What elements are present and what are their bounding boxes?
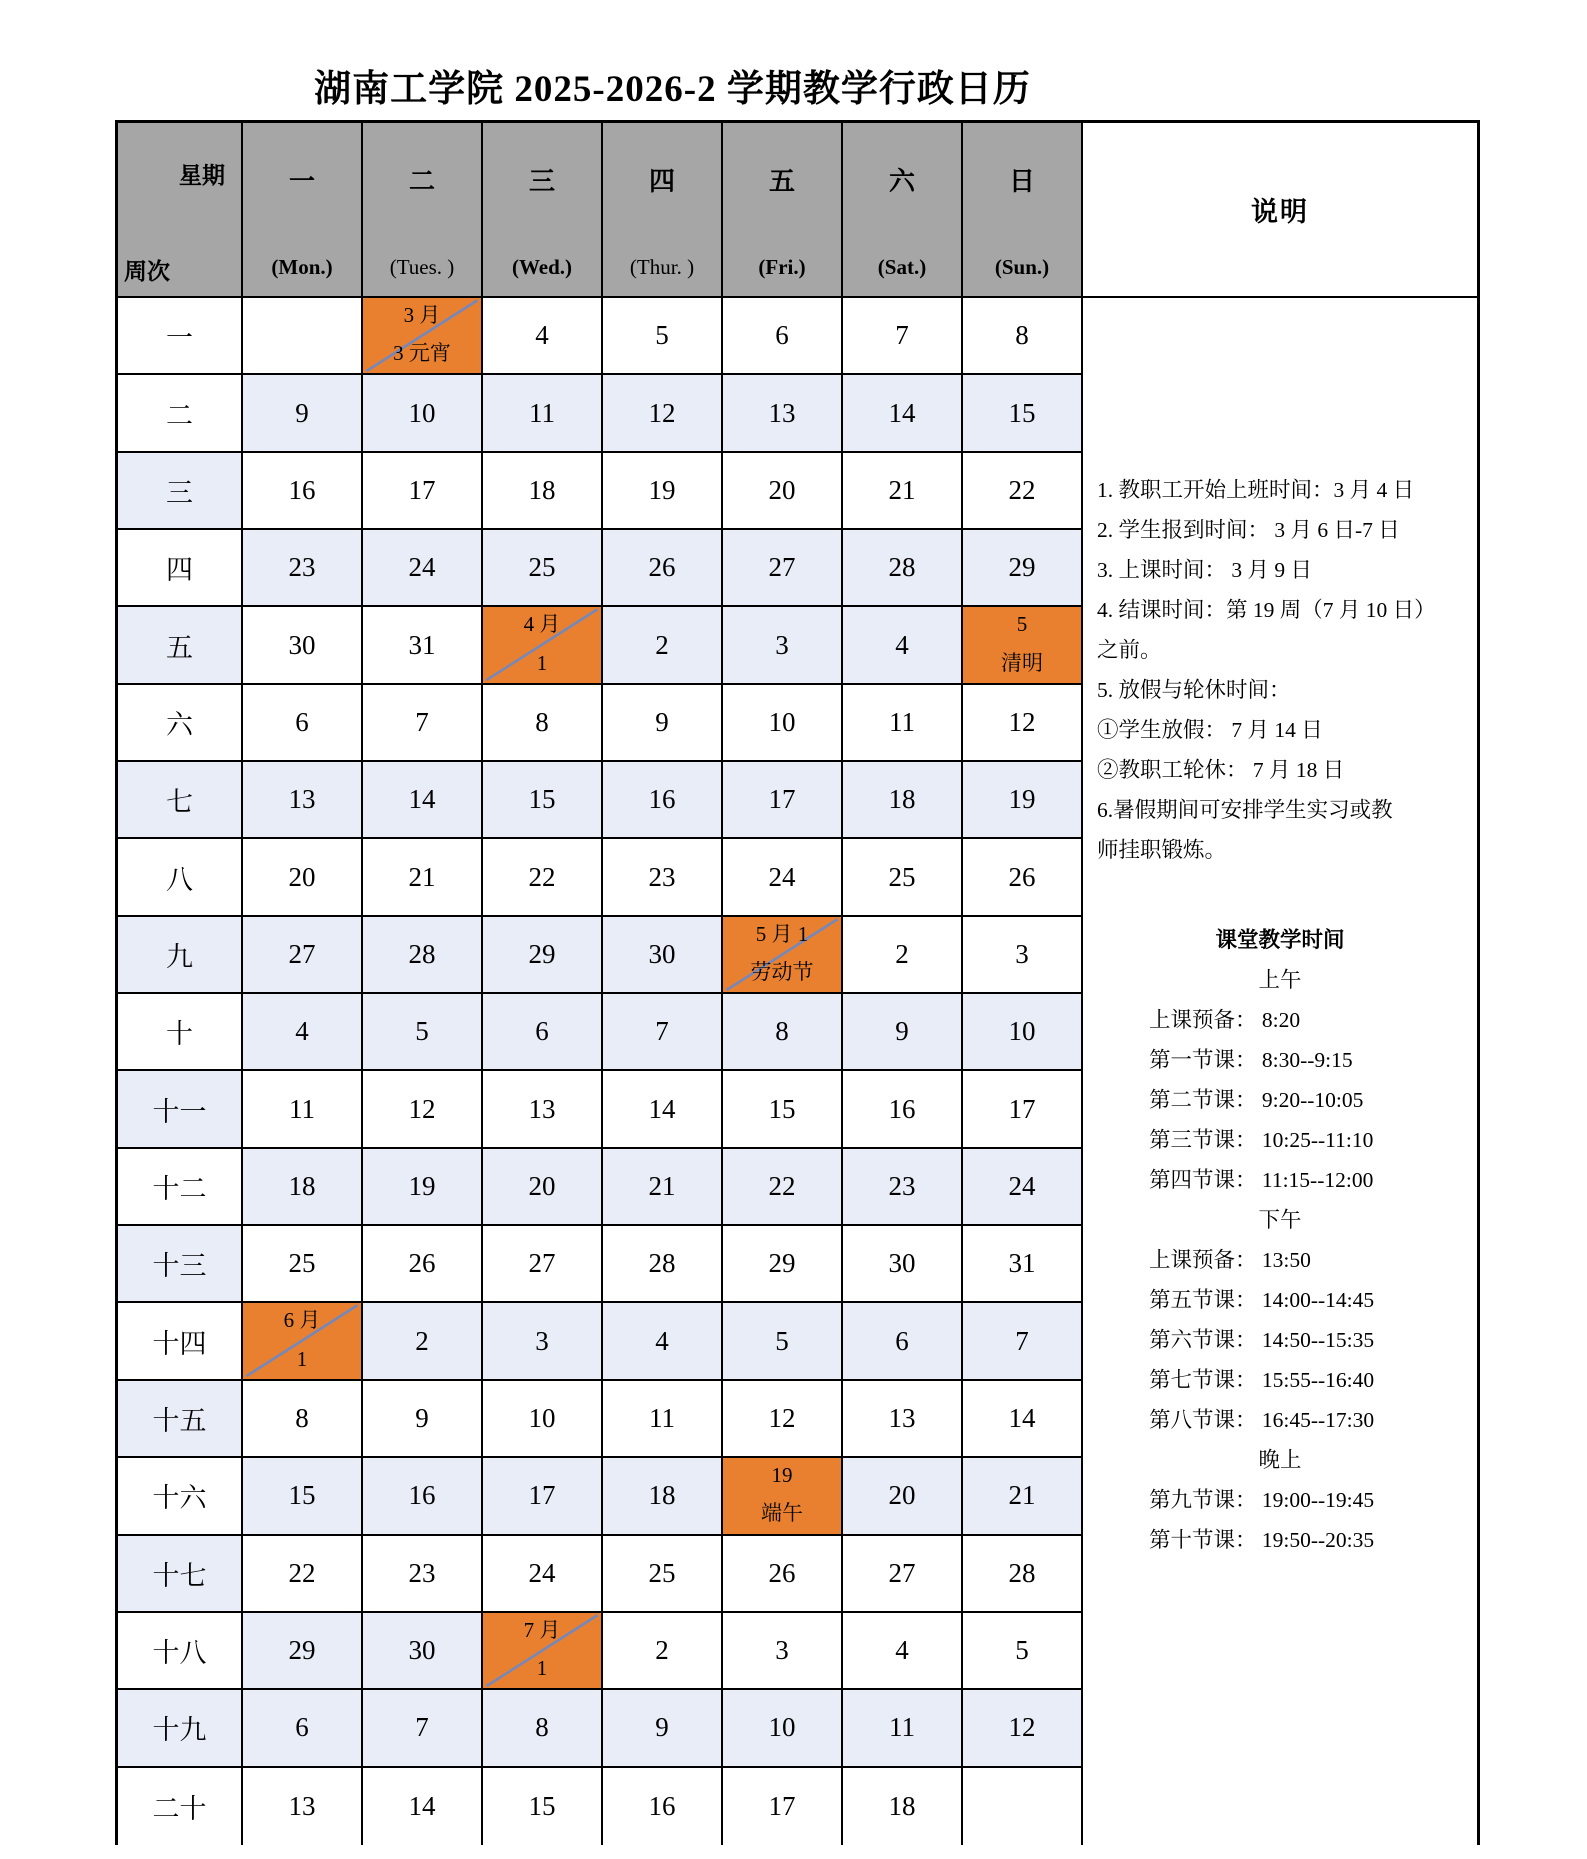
notes-spacer xyxy=(1083,870,1477,920)
day-cell: 31 xyxy=(363,607,483,684)
weekday-en-label: (Wed.) xyxy=(511,255,573,279)
week-label-14: 十四 xyxy=(118,1303,243,1380)
notes-line: 下午 xyxy=(1258,1208,1302,1232)
day-cell: 21 xyxy=(363,839,483,916)
week-label-4: 四 xyxy=(118,530,243,607)
notes-header-cell xyxy=(1083,123,1477,298)
day-cell: 4 xyxy=(243,994,363,1071)
holiday-cell xyxy=(963,607,1083,684)
week-label-20: 二十 xyxy=(118,1768,243,1845)
notes-line: ②教职工轮休： 7 月 18 日 xyxy=(1097,758,1345,782)
day-cell: 13 xyxy=(243,762,363,839)
notes-line: 4. 结课时间：第 19 周（7 月 10 日） xyxy=(1097,598,1436,622)
holiday-cell xyxy=(243,1303,363,1380)
day-cell: 25 xyxy=(243,1226,363,1303)
day-cell: 11 xyxy=(483,375,603,452)
weekday-en-label: (Sat.) xyxy=(877,255,927,279)
day-cell: 10 xyxy=(483,1381,603,1458)
holiday-cell xyxy=(723,1458,843,1535)
empty-day-cell xyxy=(243,298,363,375)
day-cell: 21 xyxy=(963,1458,1083,1535)
day-cell: 10 xyxy=(363,375,483,452)
day-cell: 17 xyxy=(363,453,483,530)
day-cell: 20 xyxy=(843,1458,963,1535)
notes-line: 第十节课： 19:50--20:35 xyxy=(1149,1528,1375,1552)
week-label-7: 七 xyxy=(118,762,243,839)
day-cell: 13 xyxy=(483,1071,603,1148)
day-cell: 18 xyxy=(843,762,963,839)
day-cell: 6 xyxy=(243,1690,363,1767)
day-cell: 15 xyxy=(483,1768,603,1845)
day-cell: 16 xyxy=(843,1071,963,1148)
notes-line: 第七节课： 15:55--16:40 xyxy=(1149,1368,1375,1392)
day-cell: 28 xyxy=(963,1536,1083,1613)
day-cell: 4 xyxy=(483,298,603,375)
week-label-12: 十二 xyxy=(118,1149,243,1226)
week-label-5: 五 xyxy=(118,607,243,684)
holiday-line1: 7 月 xyxy=(523,1617,561,1642)
day-cell: 17 xyxy=(723,1768,843,1845)
notes-line: 上午 xyxy=(1258,968,1302,992)
day-cell: 18 xyxy=(243,1149,363,1226)
notes-line: ①学生放假： 7 月 14 日 xyxy=(1097,718,1323,742)
notes-line: 第六节课： 14:50--15:35 xyxy=(1149,1328,1375,1352)
week-label-8: 八 xyxy=(118,839,243,916)
day-cell: 7 xyxy=(603,994,723,1071)
holiday-line2: 1 xyxy=(296,1346,308,1371)
day-cell: 19 xyxy=(963,762,1083,839)
weekday-cn-label: 四 xyxy=(648,167,675,196)
day-cell: 20 xyxy=(483,1149,603,1226)
notes-line: 第四节课： 11:15--12:00 xyxy=(1149,1168,1374,1192)
corner-weekday-label: 星期 xyxy=(179,163,225,188)
day-cell: 14 xyxy=(363,762,483,839)
weekday-cn-label: 三 xyxy=(528,167,555,196)
day-cell: 24 xyxy=(963,1149,1083,1226)
day-cell: 24 xyxy=(483,1536,603,1613)
weekday-header-6 xyxy=(843,123,963,298)
day-cell: 15 xyxy=(483,762,603,839)
weekday-cn-label: 二 xyxy=(408,167,435,196)
holiday-line2: 3 元宵 xyxy=(393,341,451,366)
day-cell: 23 xyxy=(243,530,363,607)
day-cell: 3 xyxy=(723,607,843,684)
day-cell: 16 xyxy=(603,762,723,839)
day-cell: 29 xyxy=(483,917,603,994)
holiday-line1: 19 xyxy=(771,1463,793,1488)
day-cell: 23 xyxy=(363,1536,483,1613)
day-cell: 2 xyxy=(603,1613,723,1690)
day-cell: 2 xyxy=(603,607,723,684)
day-cell: 7 xyxy=(363,685,483,762)
day-cell: 27 xyxy=(243,917,363,994)
week-label-16: 十六 xyxy=(118,1458,243,1535)
day-cell: 24 xyxy=(723,839,843,916)
day-cell: 14 xyxy=(363,1768,483,1845)
notes-line: 第八节课： 16:45--17:30 xyxy=(1149,1408,1375,1432)
weekday-en-label: (Sun.) xyxy=(994,255,1050,279)
weekday-en-label: (Tues. ) xyxy=(389,255,455,279)
day-cell: 11 xyxy=(843,1690,963,1767)
notes-line: 2. 学生报到时间： 3 月 6 日-7 日 xyxy=(1097,518,1400,542)
day-cell: 2 xyxy=(363,1303,483,1380)
day-cell: 29 xyxy=(243,1613,363,1690)
day-cell: 20 xyxy=(243,839,363,916)
day-cell: 10 xyxy=(723,685,843,762)
day-cell: 25 xyxy=(603,1536,723,1613)
day-cell: 19 xyxy=(363,1149,483,1226)
weekday-en-label: (Fri.) xyxy=(758,255,806,279)
day-cell: 12 xyxy=(723,1381,843,1458)
holiday-line2: 1 xyxy=(536,650,548,675)
day-cell: 8 xyxy=(483,685,603,762)
week-label-10: 十 xyxy=(118,994,243,1071)
day-cell: 8 xyxy=(243,1381,363,1458)
holiday-line2: 1 xyxy=(536,1656,548,1680)
notes-line: 第二节课： 9:20--10:05 xyxy=(1149,1088,1364,1112)
week-label-9: 九 xyxy=(118,917,243,994)
day-cell: 25 xyxy=(843,839,963,916)
day-cell: 26 xyxy=(363,1226,483,1303)
day-cell: 28 xyxy=(363,917,483,994)
day-cell: 23 xyxy=(843,1149,963,1226)
day-cell: 17 xyxy=(723,762,843,839)
day-cell: 8 xyxy=(963,298,1083,375)
day-cell: 5 xyxy=(603,298,723,375)
week-label-19: 十九 xyxy=(118,1690,243,1767)
notes-line: 1. 教职工开始上班时间：3 月 4 日 xyxy=(1097,478,1415,502)
holiday-line2: 劳动节 xyxy=(750,959,814,984)
day-cell: 3 xyxy=(723,1613,843,1690)
week-label-13: 十三 xyxy=(118,1226,243,1303)
day-cell: 11 xyxy=(603,1381,723,1458)
day-cell: 2 xyxy=(843,917,963,994)
notes-line: 第九节课： 19:00--19:45 xyxy=(1149,1488,1375,1512)
holiday-cell xyxy=(363,298,483,375)
weekday-cn-label: 一 xyxy=(288,167,315,196)
weekday-header-1 xyxy=(243,123,363,298)
notes-line: 第三节课： 10:25--11:10 xyxy=(1149,1128,1374,1152)
weekday-cn-label: 日 xyxy=(1008,167,1035,196)
day-cell: 15 xyxy=(963,375,1083,452)
notes-line: 5. 放假与轮休时间： xyxy=(1097,678,1291,702)
day-cell: 22 xyxy=(483,839,603,916)
corner-weeknum-label: 周次 xyxy=(124,259,170,284)
day-cell: 28 xyxy=(603,1226,723,1303)
notes-line: 晚上 xyxy=(1258,1448,1302,1472)
day-cell: 15 xyxy=(723,1071,843,1148)
weekday-cn-label: 五 xyxy=(768,167,795,196)
holiday-line1: 5 xyxy=(1016,612,1028,637)
week-label-15: 十五 xyxy=(118,1381,243,1458)
corner-header-cell xyxy=(118,123,243,298)
calendar-table xyxy=(115,120,1480,1845)
day-cell: 13 xyxy=(243,1768,363,1845)
day-cell: 26 xyxy=(723,1536,843,1613)
day-cell: 13 xyxy=(723,375,843,452)
notes-line: 上课预备： 8:20 xyxy=(1149,1008,1301,1032)
day-cell: 10 xyxy=(723,1690,843,1767)
holiday-line2: 端午 xyxy=(761,1501,803,1526)
day-cell: 31 xyxy=(963,1226,1083,1303)
day-cell: 7 xyxy=(363,1690,483,1767)
holiday-line1: 4 月 xyxy=(523,612,561,637)
day-cell: 9 xyxy=(363,1381,483,1458)
holiday-cell xyxy=(483,607,603,684)
day-cell: 11 xyxy=(843,685,963,762)
day-cell: 27 xyxy=(723,530,843,607)
day-cell: 21 xyxy=(843,453,963,530)
day-cell: 17 xyxy=(963,1071,1083,1148)
day-cell: 22 xyxy=(723,1149,843,1226)
day-cell: 26 xyxy=(963,839,1083,916)
holiday-line2: 清明 xyxy=(1001,650,1043,675)
day-cell: 14 xyxy=(603,1071,723,1148)
holiday-line1: 5 月 1 xyxy=(755,921,809,946)
day-cell: 25 xyxy=(483,530,603,607)
notes-line: 第一节课： 8:30--9:15 xyxy=(1149,1048,1353,1072)
week-label-6: 六 xyxy=(118,685,243,762)
page-title: 湖南工学院 2025-2026-2 学期教学行政日历 xyxy=(314,69,1031,110)
day-cell: 10 xyxy=(963,994,1083,1071)
day-cell: 15 xyxy=(243,1458,363,1535)
day-cell: 18 xyxy=(843,1768,963,1845)
weekday-header-7 xyxy=(963,123,1083,298)
day-cell: 6 xyxy=(483,994,603,1071)
day-cell: 5 xyxy=(363,994,483,1071)
day-cell: 4 xyxy=(843,1613,963,1690)
week-label-2: 二 xyxy=(118,375,243,452)
week-label-1: 一 xyxy=(118,298,243,375)
notes-line: 课堂教学时间 xyxy=(1215,928,1345,952)
day-cell: 9 xyxy=(603,685,723,762)
weekday-header-4 xyxy=(603,123,723,298)
day-cell: 27 xyxy=(483,1226,603,1303)
notes-line: 师挂职锻炼。 xyxy=(1097,838,1227,862)
notes-line: 之前。 xyxy=(1097,638,1162,662)
day-cell: 14 xyxy=(843,375,963,452)
week-label-3: 三 xyxy=(118,453,243,530)
day-cell: 29 xyxy=(723,1226,843,1303)
day-cell: 14 xyxy=(963,1381,1083,1458)
notes-line: 第五节课： 14:00--14:45 xyxy=(1149,1288,1375,1312)
day-cell: 18 xyxy=(603,1458,723,1535)
day-cell: 16 xyxy=(363,1458,483,1535)
day-cell: 5 xyxy=(723,1303,843,1380)
day-cell: 16 xyxy=(243,453,363,530)
day-cell: 12 xyxy=(363,1071,483,1148)
day-cell: 3 xyxy=(483,1303,603,1380)
notes-body-cell xyxy=(1083,298,1477,1845)
day-cell: 26 xyxy=(603,530,723,607)
weekday-header-2 xyxy=(363,123,483,298)
weekday-header-3 xyxy=(483,123,603,298)
day-cell: 28 xyxy=(843,530,963,607)
notes-title: 说明 xyxy=(1251,197,1309,227)
holiday-line1: 3 月 xyxy=(403,303,441,327)
day-cell: 4 xyxy=(603,1303,723,1380)
weekday-cn-label: 六 xyxy=(888,167,915,196)
day-cell: 30 xyxy=(843,1226,963,1303)
notes-line: 上课预备： 13:50 xyxy=(1149,1248,1311,1272)
day-cell: 6 xyxy=(243,685,363,762)
day-cell: 20 xyxy=(723,453,843,530)
day-cell: 4 xyxy=(843,607,963,684)
day-cell: 9 xyxy=(243,375,363,452)
day-cell: 23 xyxy=(603,839,723,916)
holiday-cell xyxy=(483,1613,603,1690)
day-cell: 6 xyxy=(843,1303,963,1380)
empty-day-cell xyxy=(963,1768,1083,1845)
day-cell: 19 xyxy=(603,453,723,530)
week-label-18: 十八 xyxy=(118,1613,243,1690)
notes-line: 3. 上课时间： 3 月 9 日 xyxy=(1097,558,1313,582)
day-cell: 9 xyxy=(603,1690,723,1767)
day-cell: 7 xyxy=(843,298,963,375)
day-cell: 12 xyxy=(603,375,723,452)
weekday-header-5 xyxy=(723,123,843,298)
day-cell: 29 xyxy=(963,530,1083,607)
day-cell: 12 xyxy=(963,1690,1083,1767)
day-cell: 30 xyxy=(603,917,723,994)
day-cell: 8 xyxy=(723,994,843,1071)
day-cell: 27 xyxy=(843,1536,963,1613)
day-cell: 11 xyxy=(243,1071,363,1148)
holiday-line1: 6 月 xyxy=(283,1308,321,1333)
day-cell: 24 xyxy=(363,530,483,607)
day-cell: 12 xyxy=(963,685,1083,762)
day-cell: 16 xyxy=(603,1768,723,1845)
week-label-11: 十一 xyxy=(118,1071,243,1148)
weekday-en-label: (Mon.) xyxy=(271,255,333,279)
day-cell: 3 xyxy=(963,917,1083,994)
day-cell: 6 xyxy=(723,298,843,375)
day-cell: 18 xyxy=(483,453,603,530)
day-cell: 22 xyxy=(963,453,1083,530)
notes-line: 6.暑假期间可安排学生实习或教 xyxy=(1097,798,1393,822)
week-label-17: 十七 xyxy=(118,1536,243,1613)
day-cell: 30 xyxy=(243,607,363,684)
day-cell: 30 xyxy=(363,1613,483,1690)
day-cell: 22 xyxy=(243,1536,363,1613)
day-cell: 5 xyxy=(963,1613,1083,1690)
day-cell: 9 xyxy=(843,994,963,1071)
day-cell: 13 xyxy=(843,1381,963,1458)
day-cell: 21 xyxy=(603,1149,723,1226)
day-cell: 8 xyxy=(483,1690,603,1767)
holiday-cell xyxy=(723,917,843,994)
weekday-en-label: (Thur. ) xyxy=(629,255,695,279)
day-cell: 17 xyxy=(483,1458,603,1535)
day-cell: 7 xyxy=(963,1303,1083,1380)
